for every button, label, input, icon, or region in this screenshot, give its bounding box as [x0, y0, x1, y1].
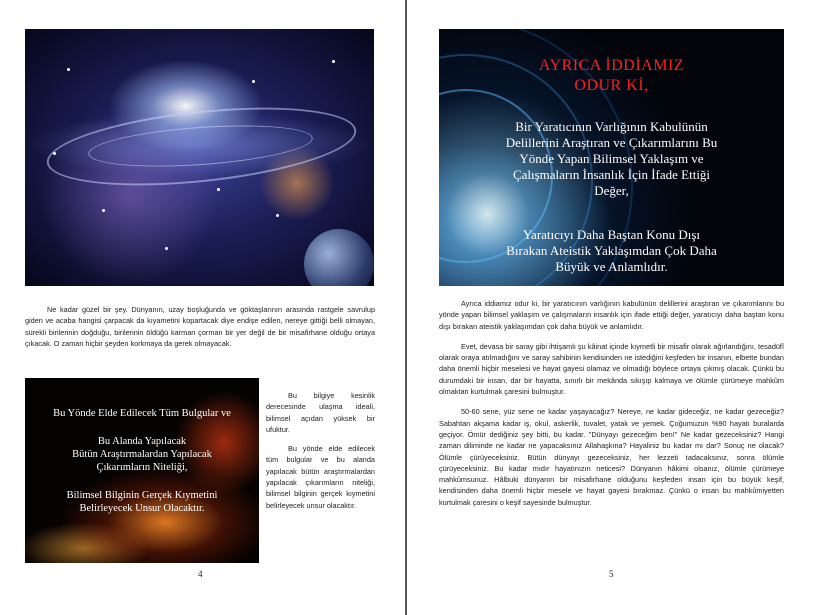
image-text-line-1: Bir Yaratıcının Varlığının Kabulünün [515, 119, 708, 134]
left-body-text [25, 304, 375, 358]
fire-box-line-1: Bu Yönde Elde Edilecek Tüm Bulgular ve [53, 408, 231, 419]
fire-box-line-2: Bu Alanda Yapılacak [97, 436, 187, 447]
fire-box-line-4: Çıkarımların Niteliği, [96, 462, 188, 473]
galaxy-image [25, 29, 374, 286]
left-paragraph-1: Ne kadar güzel bir şey. Dünyanın, uzay boşluğunda ve göktaşlarının arasında rastgele savrulup giden ve acaba hangisi çarpacak da kıyametini kopartacak diye endişe edilen, nereye gittiği belli olmayan, sürekli birilerinin doğduğu, birilerinin öldüğü karman çorman bir yer değil de bir misafirhane olduğu ortaya çıkacak. O zaman hiçbir şeyden korkmaya da gerek olmayacak. [25, 305, 375, 348]
image-text-line-5: Değer, [594, 183, 629, 198]
right-paragraph-1: Ayrıca iddiamız odur ki, bir yaratıcının varlığının kabulünün delillerini araştıran ve çıkarımlarını bu yönde yapan bilimsel yaklaşım ve çalışmaların insanlık için ifade ettiği değer, yaratıcıyı daha baştan konu dışı bırakan ateistik yaklaşımdan çok daha büyük ve anlamlıdır. [439, 299, 784, 331]
side-paragraph-2: Bu yönde elde edilecek tüm bulgular ve bu alanda yapılacak bütün araştırmalardan yapılacak çıkarımların niteliği, bilimsel bilginin gerçek kıymetini belirleyecek unsur olacaktır. [266, 444, 375, 510]
image-text-line-4: Çalışmaların İnsanlık İçin İfade Ettiği [512, 167, 711, 182]
image-text-line-3: Yönde Yapan Bilimsel Yaklaşım ve [519, 151, 704, 166]
headline-line-2: ODUR Kİ, [574, 77, 649, 94]
page-number-right: 5 [609, 569, 614, 579]
image-text-line-7: Bırakan Ateistik Yaklaşımdan Çok Daha [506, 243, 717, 258]
fire-box-line-3: Bütün Araştırmalardan Yapılacak [72, 449, 212, 460]
left-side-text [266, 390, 375, 519]
image-text-line-8: Büyük ve Anlamlıdır. [555, 259, 668, 274]
right-paragraph-2: Evet, devasa bir saray gibi ihtişamlı şu kâinat içinde kıymetli bir misafir olarak ağırlandığını, tesadüfî olarak oraya atılmadığını ve saray sahibinin kendisinden ne istediğini keşfeden bir insanın, elbette bundan daha önemli hiçbir meselesi ve hayat gayesi olamaz ve olmadığı böylece ortaya çıkmış olacak. Çünkü bu durumdaki bir insan, dar bir hayatta, sınırlı bir mekânda sıkışıp kalmaya ve ölümle çürümeye mahkûm olmaktan kurtulmak çaresini bulmuştur. [439, 341, 784, 397]
right-body-text [439, 298, 784, 517]
side-paragraph-1: Bu bilgiye kesinlik derecesinde ulaşma ideali, bilimsel açıdan yüksek bir ufuktur. [266, 391, 375, 434]
vortex-title-image [439, 29, 784, 286]
page-number-left: 4 [198, 569, 203, 579]
image-text-line-2: Delillerini Araştıran ve Çıkarımlarını Bu [505, 135, 718, 150]
fire-box-line-6: Belirleyecek Unsur Olacaktır. [79, 503, 205, 514]
fire-box-line-5: Bilimsel Bilginin Gerçek Kıymetini [66, 490, 218, 501]
image-text-line-6: Yaratıcıyı Daha Baştan Konu Dışı [522, 227, 701, 242]
headline-line-1: AYRICA İDDİAMIZ [538, 57, 685, 74]
fire-quote-box [25, 378, 259, 563]
right-paragraph-3: 50-60 sene, yüz sene ne kadar yaşayacağız? Nereye, ne kadar gideceğiz, ne kadar gezeceğiz? Sabahtan akşama kadar iş, okul, askerlik, tuvalet, yatak ve yemek. Çoğumuzun %90 hayatı buralarda geçiyor. Ömür dediğiniz şey bitti, bu kadar. "Dünyayı gezeceğim ben!" Ne kadar gezeceksiniz? Hangi zaman diliminde ne kadar ne yapacaksınız Allahaşkına? Hayaliniz bu kadar mı dar? Sonuç ne olacak? Ölümle çürüyeceksiniz. Bütün dünyayı gezeceksiniz, her lezzeti tadacaksınız, sonra ölümle çürüyeceksiniz. Bu kadar mıdır hayatınızın neticesi? Dünyanın hâkimi olsanız, ölümle çürümeye mahkûmsunuz. Hâlbuki dünyanın bir misafirhane olduğunu keşfeden insan için bu büyük keşif, kendisinden daha önemli hiçbir mesele ve hayat gayesi bırakmaz. Çünkü o insan bu mahkûmiyetten kurtulmak çaresini o keşif sayesinde bulmuştur. [439, 407, 784, 507]
